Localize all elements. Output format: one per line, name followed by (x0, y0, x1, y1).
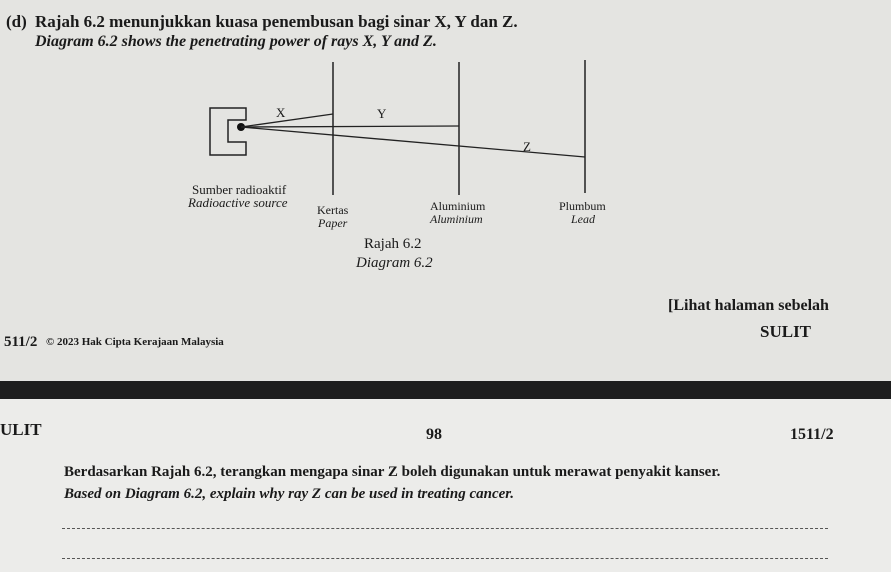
source-container (210, 108, 246, 155)
lead-label-ms: Plumbum (559, 199, 606, 213)
page-number: 98 (426, 426, 442, 443)
ray-x (241, 114, 333, 127)
sulit-mark-top: ULIT (0, 420, 42, 439)
answer-line[interactable] (62, 558, 828, 559)
ray-x-label: X (276, 105, 286, 120)
paper-label-ms: Kertas (317, 203, 349, 217)
diagram-caption-en: Diagram 6.2 (356, 255, 433, 271)
question-text-en: Diagram 6.2 shows the penetrating power of rays X, Y and Z. (35, 33, 437, 50)
question2-text-en: Based on Diagram 6.2, explain why ray Z can be used in treating cancer. (64, 486, 515, 502)
question-label: (d) (6, 12, 27, 31)
ray-y (241, 126, 459, 127)
page-gap (0, 381, 891, 399)
source-label-ms: Sumber radioaktif (192, 182, 287, 197)
ray-z-label: Z (523, 139, 531, 154)
lead-label-en: Lead (571, 212, 595, 226)
sulit-mark: SULIT (760, 322, 812, 341)
turn-page-note: [Lihat halaman sebelah (668, 297, 829, 314)
diagram-caption-ms: Rajah 6.2 (364, 236, 422, 252)
source-label-en: Radioactive source (188, 195, 288, 210)
aluminium-label-ms: Aluminium (430, 199, 486, 213)
question-text-ms: Rajah 6.2 menunjukkan kuasa penembusan bagi sinar X, Y dan Z. (35, 12, 518, 31)
aluminium-label-en: Aluminium (430, 212, 483, 226)
paper-code: 511/2 (4, 334, 38, 350)
ray-z (241, 127, 585, 157)
ray-y-label: Y (377, 106, 387, 121)
paper-code-top: 1511/2 (790, 426, 834, 443)
answer-line[interactable] (62, 528, 828, 529)
paper-label-en: Paper (318, 216, 348, 230)
copyright: © 2023 Hak Cipta Kerajaan Malaysia (46, 336, 224, 348)
question2-text-ms: Berdasarkan Rajah 6.2, terangkan mengapa sinar Z boleh digunakan untuk merawat penyakit kanser. (64, 464, 721, 480)
